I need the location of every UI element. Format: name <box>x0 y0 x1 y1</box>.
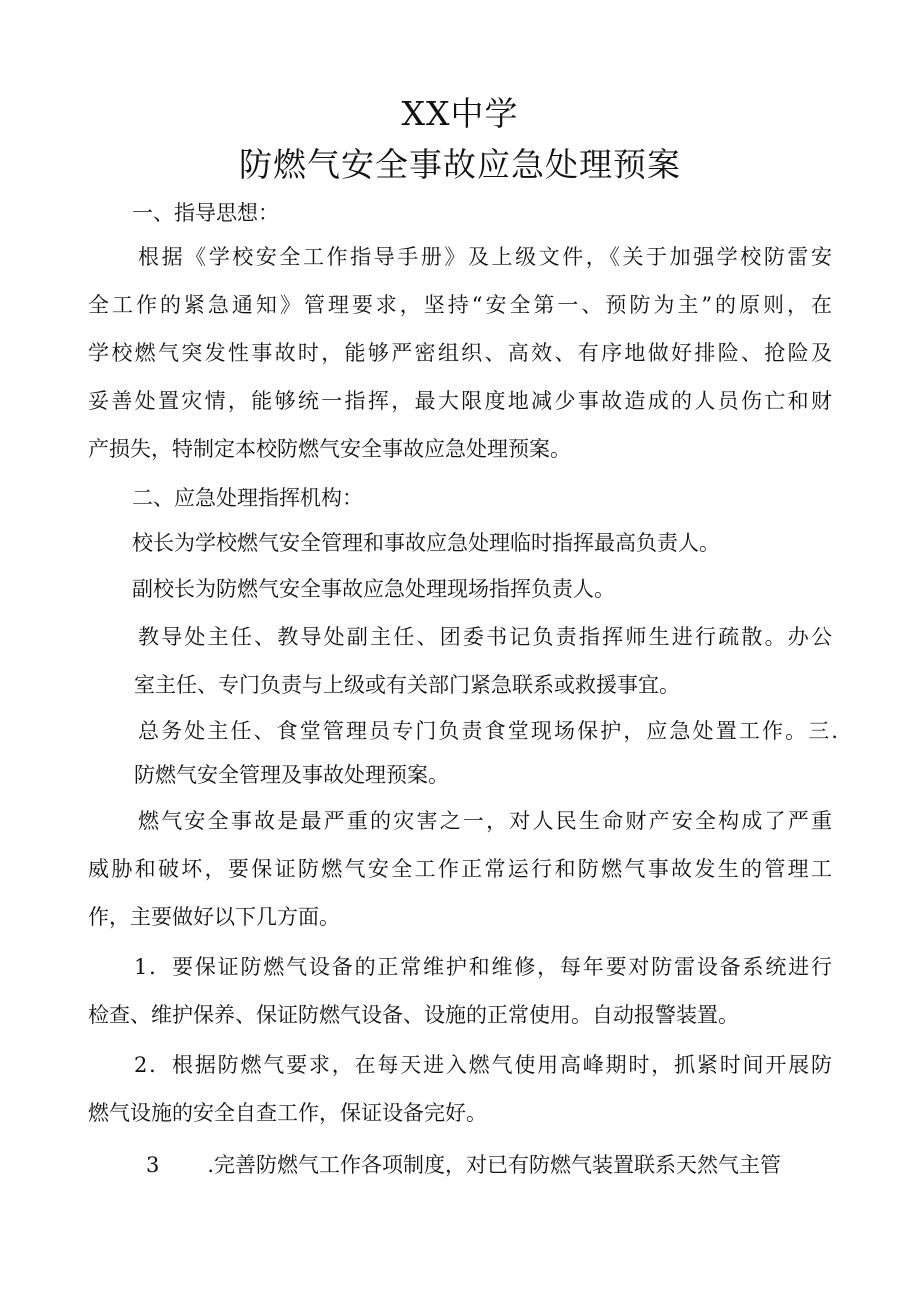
list-item-3-text: .完善防燃气工作各项制度，对已有防燃气装置联系天然气主管 <box>207 1153 782 1177</box>
paragraph-line: 室主任、专门负责与上级或有关部门紧急联系或救援事宜。 <box>134 673 680 697</box>
paragraph-line: 教导处主任、教导处副主任、团委书记负责指挥师生进行疏散。办公 <box>138 625 832 649</box>
paragraph-line: 妥善处置灾情，能够统一指挥，最大限度地减少事故造成的人员伤亡和财 <box>88 389 832 413</box>
paragraph-line: 产损失，特制定本校防燃气安全事故应急处理预案。 <box>88 437 571 461</box>
list-item-1-cont: 检查、维护保养、保证防燃气设备、设施的正常使用。自动报警装置。 <box>88 1003 739 1027</box>
paragraph-line: 总务处主任、食堂管理员专门负责食堂现场保护，应急处置工作。三. <box>138 719 838 743</box>
paragraph-line: 副校长为防燃气安全事故应急处理现场指挥负责人。 <box>132 577 615 601</box>
paragraph-line: 作，主要做好以下几方面。 <box>88 905 340 929</box>
document-title: 防燃气安全事故应急处理预案 <box>239 145 681 184</box>
list-item-2-cont: 燃气设施的安全自查工作，保证设备完好。 <box>88 1101 487 1125</box>
paragraph-line: 根据《学校安全工作指导手册》及上级文件，《关于加强学校防雷安 <box>138 245 832 269</box>
list-item-2: 2．根据防燃气要求，在每天进入燃气使用高峰期时，抓紧时间开展防 <box>134 1053 832 1077</box>
list-item-1: 1．要保证防燃气设备的正常维护和维修，每年要对防雷设备系统进行 <box>134 955 832 979</box>
section-heading-3: 防燃气安全管理及事故处理预案。 <box>134 763 449 787</box>
school-title: XX中学 <box>401 94 519 133</box>
section-heading-1: 一、指导思想： <box>132 201 279 225</box>
list-item-3 <box>146 1150 836 1180</box>
paragraph-line: 威胁和破坏，要保证防燃气安全工作正常运行和防燃气事故发生的管理工 <box>88 857 832 881</box>
paragraph-line: 校长为学校燃气安全管理和事故应急处理临时指挥最高负责人。 <box>132 531 720 555</box>
list-item-3-number: 3 <box>146 1153 160 1177</box>
paragraph-line: 燃气安全事故是最严重的灾害之一，对人民生命财产安全构成了严重 <box>138 809 832 833</box>
section-heading-2: 二、应急处理指挥机构： <box>132 486 363 510</box>
paragraph-line: 学校燃气突发性事故时，能够严密组织、高效、有序地做好排险、抢险及 <box>88 341 832 365</box>
paragraph-line: 全工作的紧急通知》管理要求，坚持“安全第一、预防为主”的原则，在 <box>88 293 832 317</box>
